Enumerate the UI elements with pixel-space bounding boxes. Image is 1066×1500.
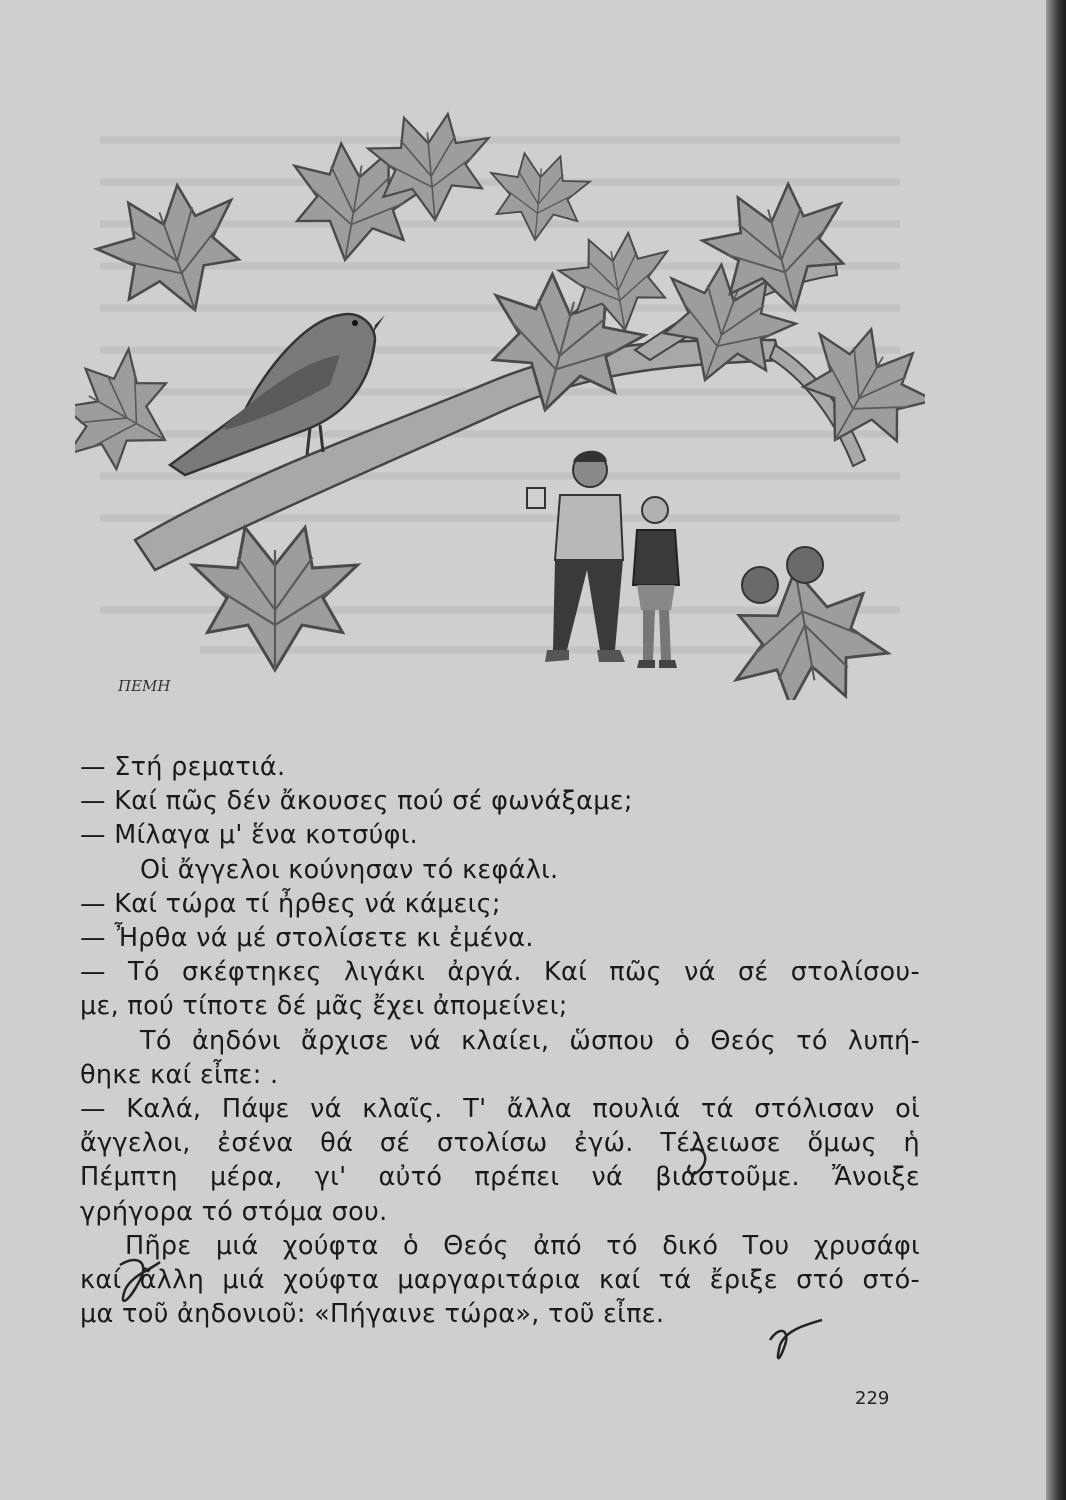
man-figure (527, 451, 625, 662)
text-line: — Καί πῶς δέν ἄκουσες πού σέ φωνάξαμε; (80, 786, 633, 817)
book-binding-edge (1046, 0, 1066, 1500)
text-line: καί ἄλλη μιά χούφτα μαργαριτάρια καί τά ἔριξε στό στό- (80, 1265, 920, 1296)
text-line: — Καί τώρα τί ἦρθες νά κάμεις; (80, 888, 501, 919)
text-line: γρήγορα τό στόμα σου. (80, 1196, 388, 1227)
text-line: — Ἦρθα νά μέ στολίσετε κι ἐμένα. (80, 923, 534, 954)
story-text (80, 750, 920, 1331)
text-line: — Στή ρεματιά. (80, 752, 286, 782)
text-line: — Τό σκέφτηκες λιγάκι ἀργά. Καί πῶς νά σέ στολίσου- (80, 957, 920, 988)
text-line: Τό ἀηδόνι ἄρχισε νά κλαίει, ὥσπου ὁ Θεός τό λυπή- (140, 1025, 920, 1056)
text-line: Πῆρε μιά χούφτα ὁ Θεός ἀπό τό δικό Του χρυσάφι (125, 1230, 920, 1261)
text-line: Οἱ ἄγγελοι κούνησαν τό κεφάλι. (140, 854, 559, 885)
text-line: — Καλά, Πάψε νά κλαῖς. Τ' ἄλλα πουλιά τά στόλισαν οἱ (80, 1094, 920, 1125)
nightingale-on-plane-tree-illustration (75, 110, 925, 700)
text-line: θηκε καί εἶπε: . (80, 1059, 279, 1090)
text-line: με, πού τίποτε δέ μᾶς ἔχει ἀπομείνει; (80, 991, 568, 1022)
text-line: ἄγγελοι, ἐσένα θά σέ στολίσω ἐγώ. Τέλειωσε ὅμως ἡ (80, 1128, 920, 1159)
page-number: 229 (855, 1388, 890, 1409)
boy-figure (633, 497, 679, 668)
text-line: Πέμπτη μέρα, γι' αὐτό πρέπει νά βιαστοῦμε. Ἄνοιξε (80, 1162, 920, 1193)
text-line: μα τοῦ ἀηδονιοῦ: «Πήγαινε τώρα», τοῦ εἶπε. (80, 1299, 665, 1330)
illustrator-signature: ΠΕΜΗ (118, 677, 171, 695)
text-line: — Μίλαγα μ' ἕνα κοτσύφι. (80, 820, 419, 851)
